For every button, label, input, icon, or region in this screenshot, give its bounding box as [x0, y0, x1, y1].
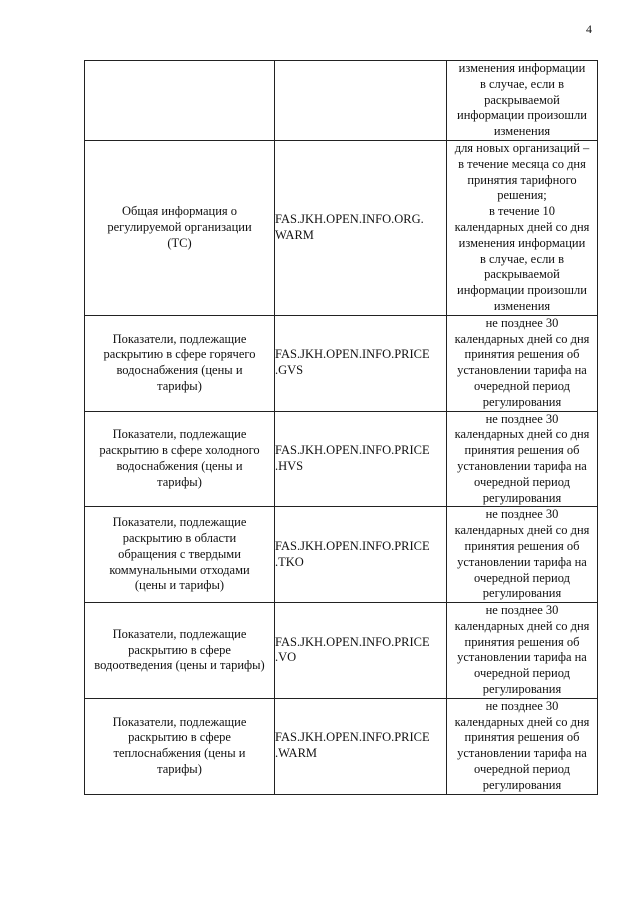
page-number: 4 [586, 22, 592, 36]
table-row [85, 315, 598, 411]
table-row [85, 411, 598, 507]
deadline-cell [447, 603, 598, 699]
indicator-name-cell [85, 603, 275, 699]
disclosure-table [84, 60, 598, 795]
deadline-text: не позднее 30 календарных дней со дня принятия решения об установлении тарифа на очередной период регулирования [454, 411, 590, 505]
deadline-cell [447, 61, 598, 141]
template-code-cell [275, 315, 447, 411]
template-code: FAS.JKH.OPEN.INFO.ORG. WARM [275, 212, 424, 242]
deadline-cell [447, 140, 598, 315]
deadline-text: не позднее 30 календарных дней со дня принятия решения об установлении тарифа на очередной период регулирования [454, 603, 590, 697]
deadline-cell [447, 507, 598, 603]
table-row [85, 140, 598, 315]
template-code-cell [275, 603, 447, 699]
deadline-cell [447, 411, 598, 507]
deadline-text: не позднее 30 календарных дней со дня принятия решения об установлении тарифа на очередной период регулирования [454, 507, 590, 601]
template-code: FAS.JKH.OPEN.INFO.PRICE .GVS [275, 347, 430, 378]
template-code: FAS.JKH.OPEN.INFO.PRICE .HVS [275, 443, 430, 473]
table-row [85, 507, 598, 603]
indicator-name: Показатели, подлежащие раскрытию в сфере горячего водоснабжения (цены и тарифы) [103, 331, 256, 393]
indicator-name: Показатели, подлежащие раскрытию в сфере водоотведения (цены и тарифы) [94, 626, 265, 673]
deadline-cell [447, 315, 598, 411]
template-code-cell [275, 411, 447, 507]
deadline-cell [447, 698, 598, 794]
deadline-text: не позднее 30 календарных дней со дня принятия решения об установлении тарифа на очередной период регулирования [454, 698, 590, 792]
template-code: FAS.JKH.OPEN.INFO.PRICE .WARM [275, 730, 430, 761]
template-code-cell [275, 61, 447, 141]
indicator-name: Показатели, подлежащие раскрытию в сфере холодного водоснабжения (цены и тарифы) [99, 427, 260, 489]
deadline-text: для новых организаций – в течение месяца со дня принятия тарифного решения; в течение 10 календарных дней со дня изменения информации в случае, если в раскрываемой информации произошли изменения [454, 140, 590, 313]
template-code: FAS.JKH.OPEN.INFO.PRICE .TKO [275, 538, 430, 569]
indicator-name-cell [85, 315, 275, 411]
indicator-name-cell [85, 698, 275, 794]
indicator-name: Показатели, подлежащие раскрытию в области обращения с твердыми коммунальными отходами (цены и тарифы) [109, 515, 250, 593]
template-code-cell [275, 140, 447, 315]
indicator-name-cell [85, 140, 275, 315]
table-row [85, 61, 598, 141]
template-code-cell [275, 698, 447, 794]
table-row [85, 698, 598, 794]
indicator-name: Общая информация о регулируемой организации (ТС) [107, 204, 252, 250]
indicator-name-cell [85, 411, 275, 507]
template-code-cell [275, 507, 447, 603]
template-code: FAS.JKH.OPEN.INFO.PRICE .VO [275, 634, 430, 665]
deadline-text: не позднее 30 календарных дней со дня принятия решения об установлении тарифа на очередной период регулирования [454, 315, 590, 409]
indicator-name-cell [85, 507, 275, 603]
table-row [85, 603, 598, 699]
deadline-text: изменения информации в случае, если в раскрываемой информации произошли изменения [457, 61, 587, 139]
indicator-name: Показатели, подлежащие раскрытию в сфере теплоснабжения (цены и тарифы) [112, 714, 247, 777]
indicator-name-cell [85, 61, 275, 141]
